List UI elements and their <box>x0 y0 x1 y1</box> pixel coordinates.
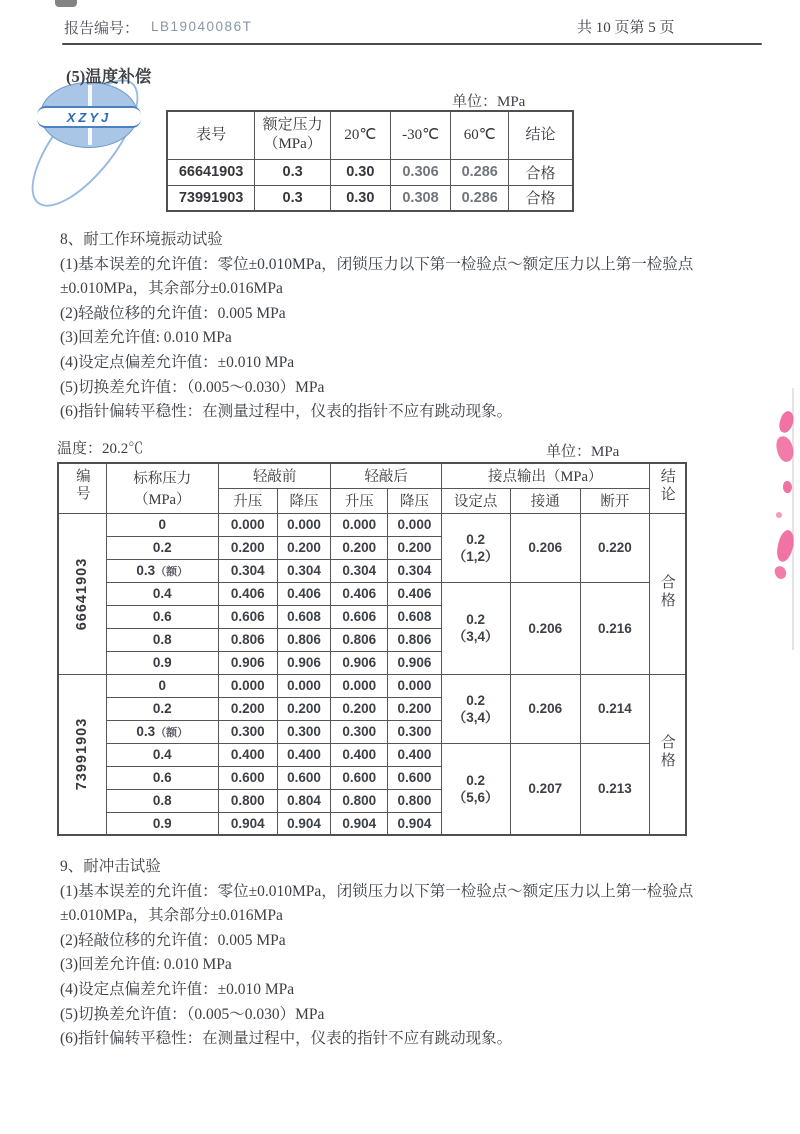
cell: 0.904 <box>218 812 277 835</box>
cell: 0.806 <box>218 628 277 651</box>
g1-setpoint-1 <box>441 513 510 582</box>
cell: 0.300 <box>277 720 331 743</box>
table-header-row <box>167 111 573 159</box>
pressure: 0.2 <box>106 536 218 559</box>
cell: 0.806 <box>388 628 442 651</box>
vibration-test-table <box>57 462 687 836</box>
value-60c: 0.286 <box>451 185 509 211</box>
logo-text: XZYJ <box>66 109 112 125</box>
cell: 0.400 <box>277 743 331 766</box>
cell: 0.304 <box>331 559 388 582</box>
cell: 0.600 <box>388 766 442 789</box>
setpoint-pair: （3,4） <box>452 629 499 644</box>
col-rise-1: 升压 <box>218 488 277 513</box>
section9-item-5: (5)切换差允许值：（0.005～0.030）MPa <box>60 1005 325 1023</box>
table-row <box>167 159 573 185</box>
nominal-line1: 标称压力 <box>133 471 192 488</box>
g1-row-0 <box>58 513 686 536</box>
cell: 0.806 <box>331 628 388 651</box>
section9-item-6: (6)指针偏转平稳性：在测量过程中，仪表的指针不应有跳动现象。 <box>60 1030 513 1048</box>
cell: 0.000 <box>218 513 277 536</box>
pressure: 0.4 <box>106 743 218 766</box>
rated-value: 0.3 <box>255 159 331 185</box>
setpoint-value: 0.2 <box>466 772 486 788</box>
header-rule <box>62 43 762 45</box>
cell: 0.000 <box>277 513 331 536</box>
col-minus30c: -30℃ <box>390 111 451 159</box>
section8-item-3: (3)回差允许值: 0.010 MPa <box>60 329 232 347</box>
cell: 0.400 <box>388 743 442 766</box>
cell: 0.200 <box>218 536 277 559</box>
cell: 0.304 <box>218 559 277 582</box>
section8-item-5: (5)切换差允许值：（0.005～0.030）MPa <box>60 378 325 396</box>
report-no-label: 报告编号： <box>64 21 140 37</box>
value-60c: 0.286 <box>451 159 509 185</box>
col-nominal-pressure <box>106 463 218 513</box>
result-label: 结论 <box>658 467 675 504</box>
col-result: 结论 <box>509 111 573 159</box>
cell: 0.200 <box>277 536 331 559</box>
cell: 0.406 <box>388 582 442 605</box>
pressure: 0.9 <box>106 812 218 835</box>
cell: 0.000 <box>388 674 442 697</box>
cell: 0.300 <box>388 720 442 743</box>
cell: 0.600 <box>277 766 331 789</box>
cell: 0.400 <box>331 743 388 766</box>
cell: 0.906 <box>388 651 442 674</box>
col-gauge-no: 表号 <box>167 111 255 159</box>
cell: 0.608 <box>277 605 331 628</box>
col-60c: 60℃ <box>451 111 509 159</box>
pressure-value: 0.3 <box>136 562 156 578</box>
section8-item-1: (1)基本误差的允许值：零位±0.010MPa，闭锁压力以下第一检验点～额定压力以上第一检验点±0.010MPa，其余部分±0.016MPa <box>60 255 694 298</box>
stamp-mark <box>776 512 782 518</box>
temperature-label: 温度：20.2℃ <box>57 441 144 457</box>
section5-title: (5)温度补偿 <box>66 67 152 86</box>
setpoint-value: 0.2 <box>466 692 486 708</box>
rated-value: 0.3 <box>255 185 331 211</box>
cell: 0.906 <box>218 651 277 674</box>
col-fall-1: 降压 <box>277 488 331 513</box>
page-count: 共 10 页第 5 页 <box>577 20 675 36</box>
value-minus30c: 0.308 <box>390 185 451 211</box>
value-minus30c: 0.306 <box>390 159 451 185</box>
section9-block <box>60 855 754 1052</box>
col-before-tap: 轻敲前 <box>218 463 330 488</box>
setpoint-value: 0.2 <box>466 531 486 547</box>
col-switch-off: 断开 <box>581 488 650 513</box>
value-20c: 0.30 <box>331 159 391 185</box>
section8-item-6: (6)指针偏转平稳性：在测量过程中，仪表的指针不应有跳动现象。 <box>60 403 513 421</box>
stamp-mark <box>773 565 788 581</box>
pressure: 0.8 <box>106 628 218 651</box>
col-contact-output: 接点输出（MPa） <box>441 463 649 488</box>
g1-off-2: 0.216 <box>581 582 650 674</box>
rated-line1: 额定压力 <box>262 117 323 134</box>
cell: 0.904 <box>277 812 331 835</box>
col-rated-pressure <box>255 111 331 159</box>
cell: 0.000 <box>277 674 331 697</box>
col-result <box>649 463 686 513</box>
section8-block <box>60 228 754 425</box>
g1-result-text: 合格 <box>658 573 675 610</box>
g2-result-text: 合格 <box>658 734 675 771</box>
g2-off-1: 0.214 <box>581 674 650 743</box>
section8-item-2: (2)轻敲位移的允许值：0.005 MPa <box>60 304 286 322</box>
pressure <box>106 559 218 582</box>
col-20c: 20℃ <box>331 111 391 159</box>
cell: 0.904 <box>388 812 442 835</box>
gauge-id: 73991903 <box>167 185 255 211</box>
gauge2-id <box>58 674 106 835</box>
cell: 0.300 <box>331 720 388 743</box>
pressure <box>106 720 218 743</box>
rated-mark: （额） <box>155 565 189 578</box>
g1-off-1: 0.220 <box>581 513 650 582</box>
cell: 0.806 <box>277 628 331 651</box>
table-row <box>167 185 573 211</box>
cell: 0.906 <box>277 651 331 674</box>
cell: 0.406 <box>218 582 277 605</box>
pressure: 0.4 <box>106 582 218 605</box>
g2-row-0 <box>58 674 686 697</box>
cell: 0.200 <box>388 697 442 720</box>
cell: 0.608 <box>388 605 442 628</box>
pressure: 0 <box>106 674 218 697</box>
pressure: 0.8 <box>106 789 218 812</box>
cell: 0.606 <box>331 605 388 628</box>
g1-setpoint-2 <box>441 582 510 674</box>
cell: 0.406 <box>277 582 331 605</box>
section9-item-4: (4)设定点偏差允许值：±0.010 MPa <box>60 980 295 998</box>
g2-off-2: 0.213 <box>581 743 650 835</box>
section9-title: 9、耐冲击试验 <box>60 858 161 875</box>
setpoint-pair: （3,4） <box>452 709 499 725</box>
g2-setpoint-2 <box>441 743 510 835</box>
scan-smudge <box>55 0 77 7</box>
g2-setpoint-1 <box>441 674 510 743</box>
stamp-mark <box>783 481 792 493</box>
cell: 0.800 <box>218 789 277 812</box>
g2-on-2: 0.207 <box>510 743 581 835</box>
section9-item-2: (2)轻敲位移的允许值：0.005 MPa <box>60 931 286 949</box>
page-edge-line <box>792 388 794 650</box>
cell: 0.200 <box>331 536 388 559</box>
g2-on-1: 0.206 <box>510 674 581 743</box>
cell: 0.300 <box>218 720 277 743</box>
cell: 0.000 <box>331 513 388 536</box>
rated-line2: （MPa） <box>263 136 322 153</box>
g2-result <box>649 674 686 835</box>
cell: 0.200 <box>331 697 388 720</box>
rated-mark: （额） <box>155 726 189 739</box>
cell: 0.800 <box>388 789 442 812</box>
gauge-id: 66641903 <box>167 159 255 185</box>
cell: 0.406 <box>331 582 388 605</box>
cell: 0.000 <box>388 513 442 536</box>
gauge1-id-text: 66641903 <box>74 557 91 630</box>
cell: 0.800 <box>331 789 388 812</box>
pressure: 0.2 <box>106 697 218 720</box>
cell: 0.906 <box>331 651 388 674</box>
g1-result <box>649 513 686 674</box>
cell: 0.000 <box>331 674 388 697</box>
result-value: 合格 <box>509 159 573 185</box>
col-gauge-no <box>58 463 106 513</box>
col-setpoint: 设定点 <box>441 488 510 513</box>
logo-globe <box>40 82 138 148</box>
cell: 0.904 <box>331 812 388 835</box>
col-rise-2: 升压 <box>331 488 388 513</box>
setpoint-pair: （1,2） <box>452 548 499 564</box>
section8-title: 8、耐工作环境振动试验 <box>60 231 223 248</box>
cell: 0.400 <box>218 743 277 766</box>
g1-on-2: 0.206 <box>510 582 581 674</box>
cell: 0.200 <box>388 536 442 559</box>
cell: 0.804 <box>277 789 331 812</box>
section9-item-1: (1)基本误差的允许值：零位±0.010MPa，闭锁压力以下第一检验点～额定压力以上第一检验点±0.010MPa，其余部分±0.016MPa <box>60 882 694 925</box>
vib-header-row-1 <box>58 463 686 488</box>
col-fall-2: 降压 <box>388 488 442 513</box>
pressure: 0 <box>106 513 218 536</box>
cell: 0.200 <box>218 697 277 720</box>
xzyj-logo <box>36 74 148 192</box>
cell: 0.606 <box>218 605 277 628</box>
col-after-tap: 轻敲后 <box>331 463 441 488</box>
unit-label-2: 单位：MPa <box>546 444 620 460</box>
section8-item-4: (4)设定点偏差允许值：±0.010 MPa <box>60 353 295 371</box>
cell: 0.600 <box>331 766 388 789</box>
cell: 0.600 <box>218 766 277 789</box>
gauge2-id-text: 73991903 <box>74 717 91 791</box>
unit-label-1: 单位：MPa <box>452 94 526 110</box>
report-no-value: LB19040086T <box>151 19 253 34</box>
logo-band <box>37 106 141 128</box>
cell: 0.304 <box>277 559 331 582</box>
result-value: 合格 <box>509 185 573 211</box>
pressure: 0.6 <box>106 605 218 628</box>
pressure: 0.6 <box>106 766 218 789</box>
section9-item-3: (3)回差允许值: 0.010 MPa <box>60 956 232 974</box>
nominal-line2: （MPa） <box>134 492 191 509</box>
cell: 0.304 <box>388 559 442 582</box>
setpoint-pair: （5,6） <box>452 789 499 805</box>
g1-on-1: 0.206 <box>510 513 581 582</box>
pressure: 0.9 <box>106 651 218 674</box>
cell: 0.200 <box>277 697 331 720</box>
pressure-value: 0.3 <box>136 723 156 739</box>
gauge-no-label: 编号 <box>73 468 90 504</box>
col-switch-on: 接通 <box>510 488 581 513</box>
temperature-compensation-table <box>166 110 574 212</box>
setpoint-value: 0.2 <box>466 612 486 627</box>
value-20c: 0.30 <box>331 185 391 211</box>
gauge1-id <box>58 513 106 674</box>
g1-row-3 <box>58 582 686 605</box>
g2-row-3 <box>58 743 686 766</box>
cell: 0.000 <box>218 674 277 697</box>
